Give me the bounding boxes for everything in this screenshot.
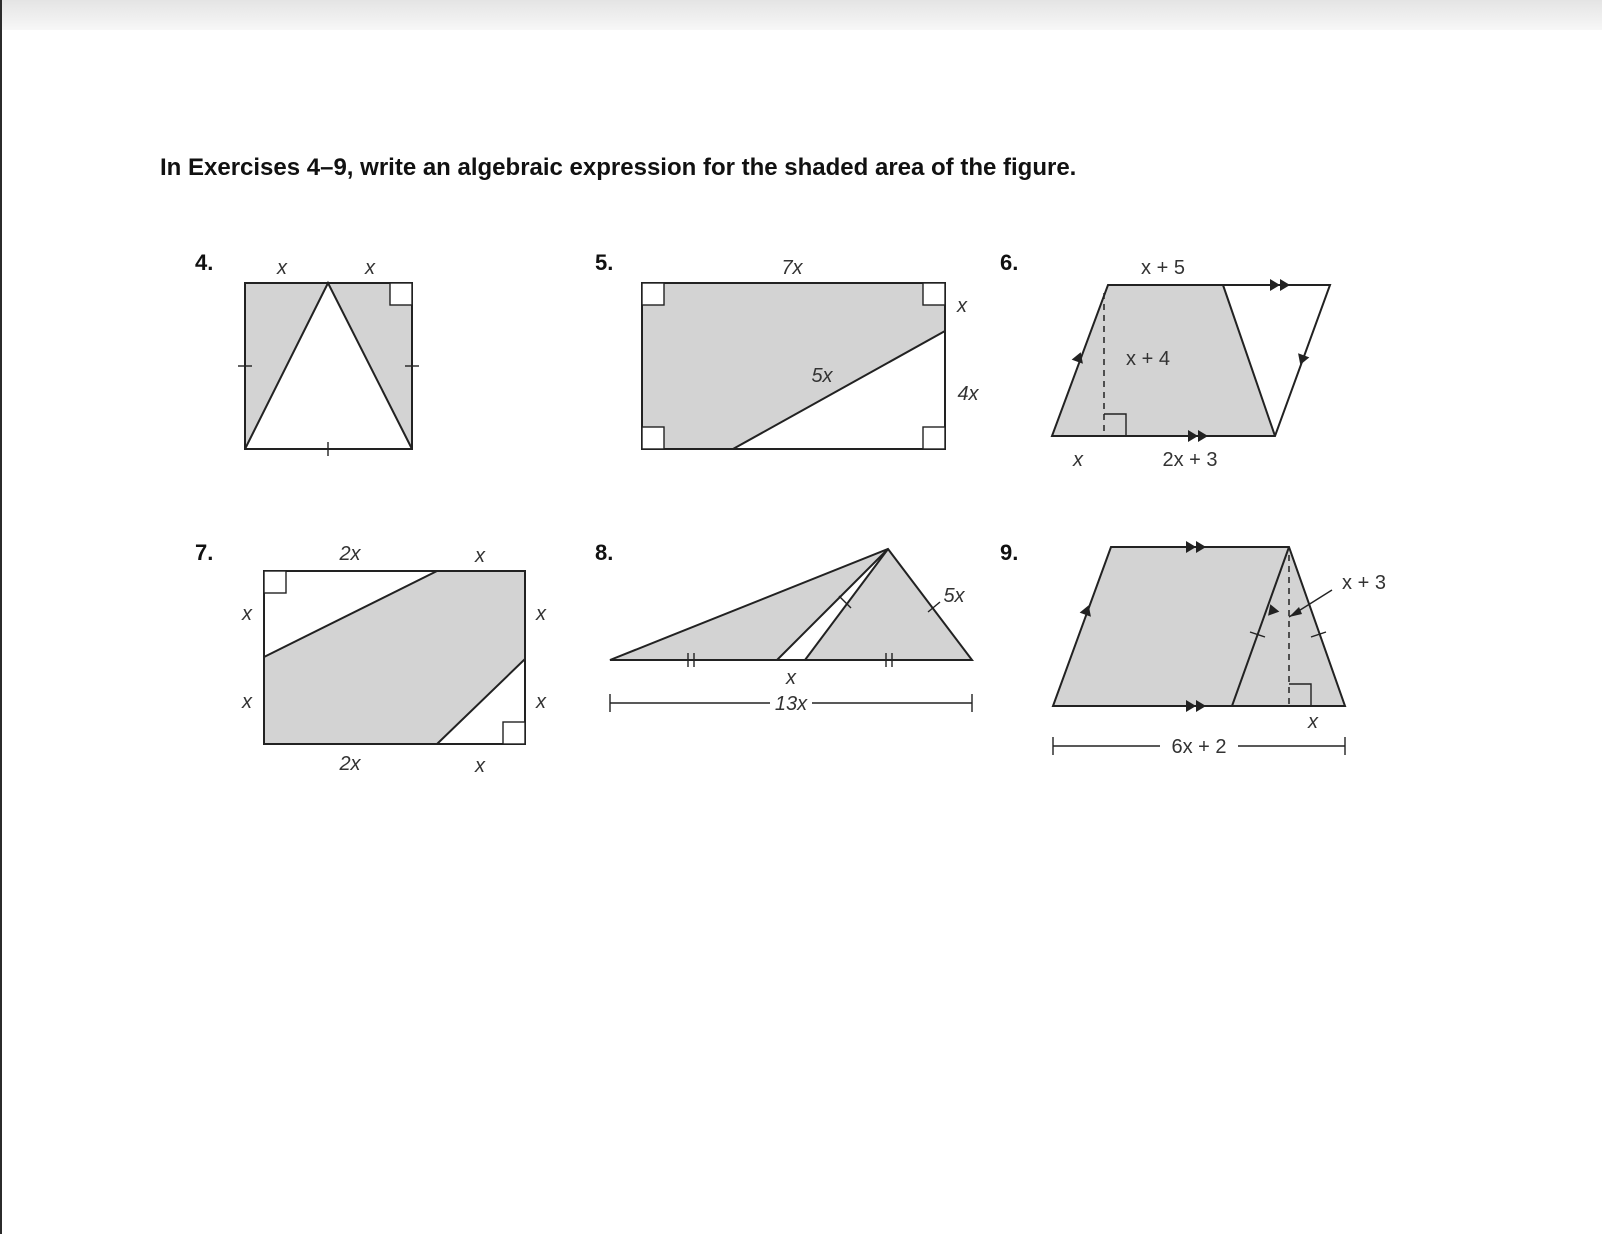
- ex9-label-base: 6x + 2: [1171, 736, 1227, 758]
- exercise-7-number: 7.: [195, 540, 214, 565]
- exercise-8-number: 8.: [595, 540, 614, 565]
- ex4-label-top-right: x: [365, 257, 375, 279]
- ex8-label-base: 13x: [774, 693, 808, 715]
- ex7-label-bottom-right: x: [475, 755, 485, 777]
- ex7-label-left-bottom: x: [242, 691, 252, 713]
- ex5-label-right-bottom: 4x: [957, 383, 979, 405]
- ex7-label-left-top: x: [242, 603, 252, 625]
- ex9-label-height: x + 3: [1342, 572, 1386, 594]
- ex8-label-side: 5x: [943, 585, 965, 607]
- ex7-label-bottom-left: 2x: [339, 753, 361, 775]
- ex7-label-top-right: x: [475, 545, 485, 567]
- ex6-label-bottom-left: x: [1073, 449, 1083, 471]
- exercise-5-number: 5.: [595, 250, 614, 275]
- exercise-9-number: 9.: [1000, 540, 1019, 565]
- exercise-6-number: 6.: [1000, 250, 1019, 275]
- ex6-label-top: x + 5: [1141, 257, 1185, 279]
- ex7-label-top-left: 2x: [339, 543, 361, 565]
- exercise-4-number: 4.: [195, 250, 214, 275]
- ex8-label-gap: x: [786, 667, 796, 689]
- ex7-label-right-bottom: x: [536, 691, 546, 713]
- ex9-shaded-trapezoid: [1053, 547, 1345, 706]
- ex5-label-top: 7x: [781, 257, 803, 279]
- instructions-text: In Exercises 4–9, write an algebraic expression for the shaded area of the figure.: [160, 154, 1077, 181]
- ex6-label-height: x + 4: [1126, 348, 1170, 370]
- ex5-label-diagonal: 5x: [811, 365, 833, 387]
- ex6-label-bottom-right: 2x + 3: [1162, 449, 1218, 471]
- ex7-label-right-top: x: [536, 603, 546, 625]
- ex4-label-top-left: x: [277, 257, 287, 279]
- ex9-label-small-base: x: [1308, 711, 1318, 733]
- ex5-label-right-top: x: [957, 295, 967, 317]
